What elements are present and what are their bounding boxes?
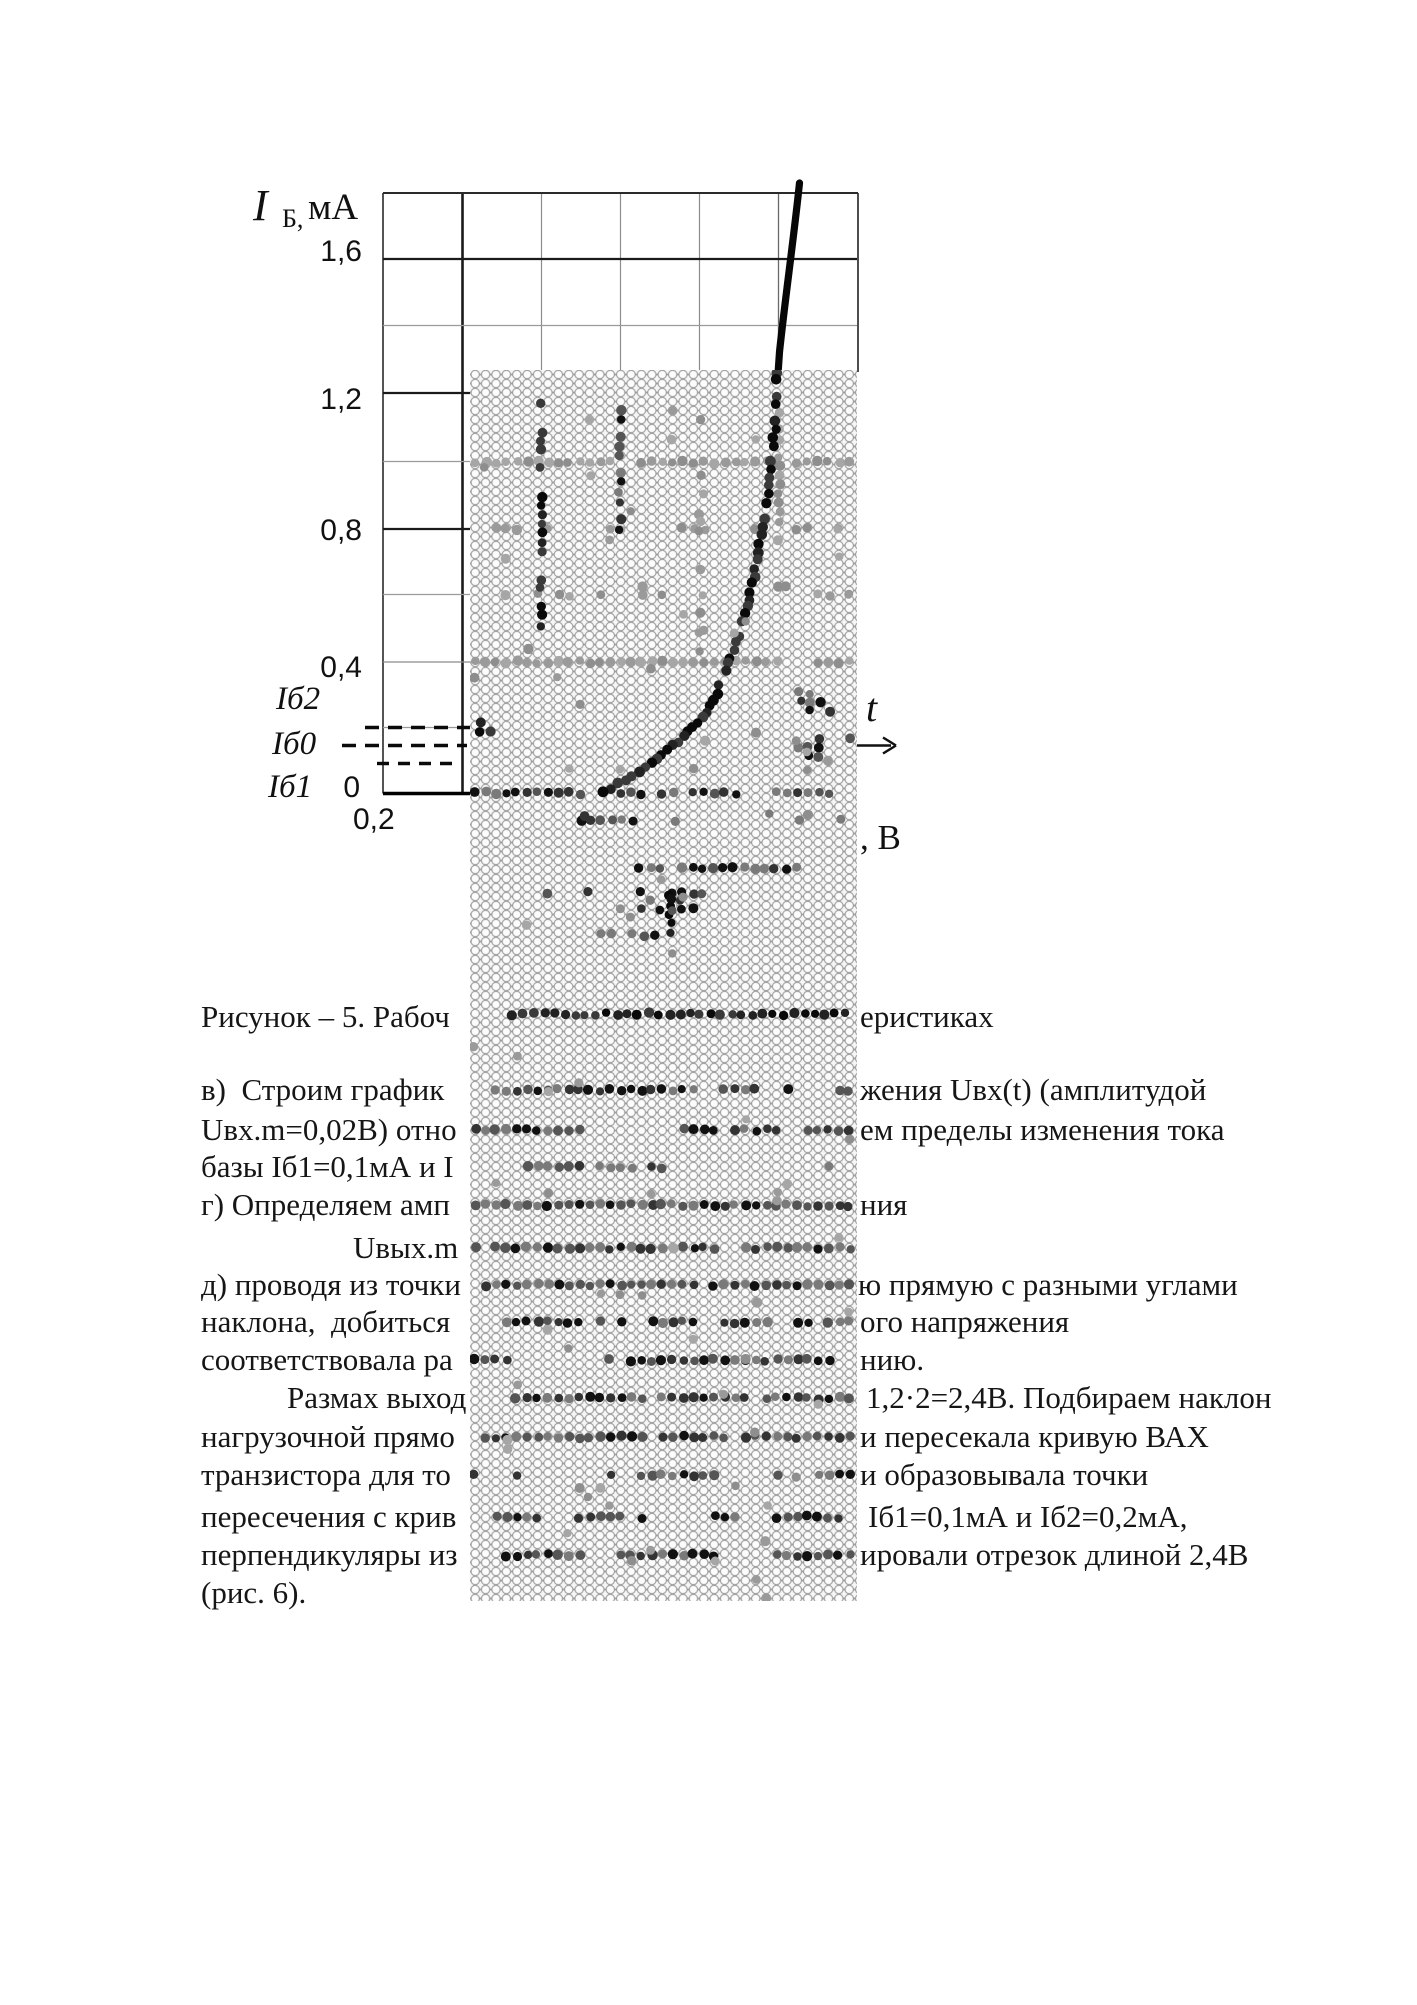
origin-label: 0 (343, 771, 360, 804)
text-line: и пересекала кривую ВАХ (860, 1419, 1209, 1454)
label-ib1: Iб1 (268, 769, 313, 805)
text-line: нагрузочной прямо (201, 1419, 455, 1454)
io-curve (778, 183, 800, 374)
text-line: д) проводя из точки (201, 1267, 461, 1302)
text-line: (рис. 6). (201, 1575, 307, 1610)
y-tick-1-6: 1,6 (320, 235, 362, 268)
text-line: нию. (860, 1342, 925, 1377)
text-line: г) Определяем амп (201, 1187, 450, 1222)
text-line: Iб1=0,1мА и Iб2=0,2мА, (868, 1499, 1188, 1534)
y-tick-1-2: 1,2 (320, 383, 362, 416)
base-current-dashed-lines (342, 728, 470, 764)
mosaic-speck-remnants (470, 370, 857, 1601)
label-ib0: Iб0 (272, 726, 317, 762)
x-tick-0-2: 0,2 (353, 803, 395, 836)
text-line: транзистора для то (201, 1457, 451, 1492)
text-line: соответствовала ра (201, 1342, 453, 1377)
text-line: перпендикуляры из (201, 1537, 458, 1572)
figure-caption: еристиках (860, 999, 994, 1034)
text-line: базы Iб1=0,1мА и I (201, 1149, 454, 1184)
y-tick-0-8: 0,8 (320, 514, 362, 547)
text-line: и образовывала точки (860, 1457, 1149, 1492)
text-line: Uвх.m=0,02В) отно (201, 1112, 457, 1147)
text-line: пересечения с крив (201, 1499, 457, 1534)
text-line: ого напряжения (860, 1304, 1070, 1339)
text-line: в) Строим график (201, 1072, 445, 1107)
time-axis-label: t (866, 685, 878, 730)
y-axis-title-symbol: I (253, 181, 268, 230)
text-line: ем пределы изменения тока (860, 1112, 1225, 1147)
figure-caption: Рисунок – 5. Рабоч (201, 999, 450, 1034)
y-axis-title-unit: мА (308, 187, 359, 228)
text-line: ю прямую с разными углами (858, 1267, 1238, 1302)
time-axis-arrow (852, 738, 896, 754)
text-line: жения Uвх(t) (амплитудой (860, 1072, 1207, 1107)
text-line: наклона, добиться (201, 1304, 451, 1339)
label-ib2: Iб2 (276, 681, 321, 717)
text-line: ировали отрезок длиной 2,4В (860, 1537, 1249, 1572)
y-tick-0-4: 0,4 (320, 651, 362, 684)
text-line: Uвых.m (353, 1230, 459, 1265)
y-axis-title-subscript: Б, (282, 204, 304, 233)
voltage-unit-label: , В (860, 818, 901, 857)
text-line: ния (860, 1187, 908, 1222)
text-line: 1,2·2=2,4В. Подбираем наклон (866, 1380, 1272, 1415)
text-line: Размах выход (287, 1380, 467, 1415)
